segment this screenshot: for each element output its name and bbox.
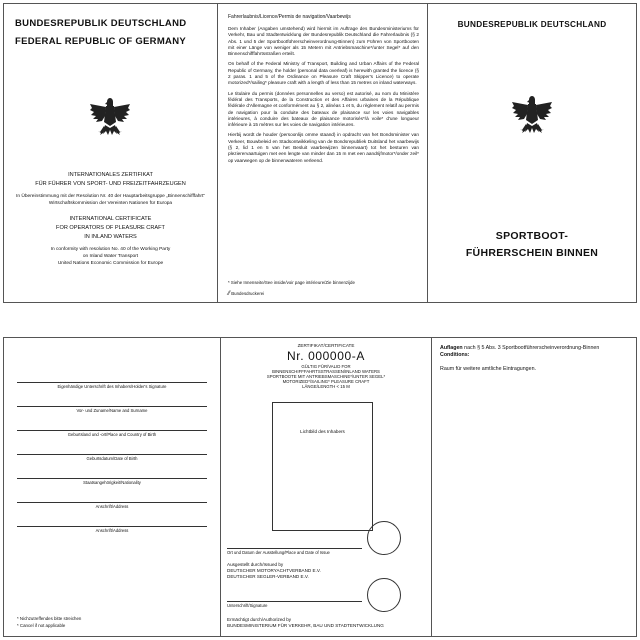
conditions-bold: Auflagen (440, 345, 463, 351)
valid-length: LÄNGE/LENGTH < 15 M (302, 384, 350, 389)
cert-title-en-1: INTERNATIONAL CERTIFICATE (69, 216, 152, 222)
official-seal-circle (367, 521, 401, 555)
resolution-de-1: In Übereinstimmung mit der Resolution Nr. 40 der Hauptarbeitsgruppe „Binnenschifffahrt“ (16, 194, 205, 199)
conditions-label: Conditions: (440, 351, 470, 358)
cover-title-2: FÜHRERSCHEIN BINNEN (465, 247, 599, 259)
valid-craft-en: MOTORIZED*/SAILING* PLEASURE CRAFT (282, 379, 370, 384)
license-outer-sheet (3, 3, 637, 303)
valid-for-label: GÜLTIG FÜR/VALID FOR (301, 364, 351, 369)
conditions-rest: nach § 5 Abs. 3 Sportbootführerscheinverordnung-Binnen (462, 345, 600, 351)
printer-name: Bundesdruckerei (231, 291, 265, 296)
birthdate-field[interactable]: Geburtsdatum/Date of Birth (17, 454, 207, 461)
printer-mark (228, 291, 264, 297)
issued-by-label: Ausgestellt durch/Issued by (227, 562, 284, 567)
license-inner-sheet (3, 337, 637, 637)
federal-eagle-icon (88, 92, 132, 140)
cert-title-de-1: INTERNATIONALES ZERTIFIKAT (68, 172, 153, 178)
licence-text-nl: Hierbij wordt de houder (persoonlijs omme staand) in opdracht van het Bondsminister van Verkeer, Bouwbeleid en Stadsontwikkeling van de Bondsrepubliek Duitsland het vaarbewijs (§ 2, lid 1 en 5 van het Besluit vaarbewijzen binnenvaart) tot het besturen van plezierervaartuigen met een lengte van minder dan 15 m met een aandrijfmotor*/onder zeil* op vaarwegen op de binnenwateren verleend. (228, 132, 419, 163)
name-field[interactable]: Vor- und Zuname/Name and Surname (17, 406, 207, 413)
cert-title-en-2: FOR OPERATORS OF PLEASURE CRAFT (56, 225, 165, 231)
federal-eagle-icon (510, 90, 554, 138)
holder-signature-field[interactable]: Eigenhändige Unterschrift des Inhabers/Holder's Signature (17, 382, 207, 389)
country-name-en: FEDERAL REPUBLIC OF GERMANY (15, 36, 187, 47)
issue-place-date-field[interactable]: Ort und Datum der Ausstellung/Place and Date of Issue (227, 548, 362, 555)
signature-field[interactable]: Unterschrift/Signature (227, 601, 362, 608)
photo-label: Lichtbild des Inhabers (300, 429, 345, 434)
resolution-en-1: In conformity with resolution No. 40 of the Working Party (50, 247, 171, 252)
panel-licence-text (218, 4, 427, 302)
resolution-de-2: Wirtschaftskommission der Vereinten Nationen für Europa (48, 201, 173, 206)
cert-title-de-2: FÜR FÜHRER VON SPORT- UND FREIZEITFAHRZEUGEN (35, 181, 186, 187)
valid-craft-de: SPORTBOOTE MIT ANTRIEBSMASCHINE*/UNTER SEGEL* (266, 374, 386, 379)
cert-title-en-3: IN INLAND WATERS (84, 234, 137, 240)
birthplace-field[interactable]: Geburtsland und -ort/Place and Country of Birth (17, 430, 207, 437)
panel-personal-data (4, 338, 220, 636)
licence-text-en: On behalf of the Federal Ministry of Transport, Building and Urban Affairs of the Federal Republic of Germany, the holder (personal data overleaf) is herewith granted the licence (§ 2 paras. 1 and 5 of the Ordinance on Pleasure Craft Skipper's Licence) to operate motorized*/sailing* pleasure craft with a length of less than 15 metres on inland waterways. (228, 61, 419, 86)
panel-front-left (4, 4, 217, 302)
licence-text-fr: Le titulaire du permis (données personnelles au verso) est autorisé, au nom du Ministère fédéral des Transports, de la Construction et des Affaires urbaines de la République fédérale d'Allemagne et conformément au § 2, alinéas 1 et 5, du règlement relatif au permis de navigation pour la conduite des bateaux de plaisance sur les voies navigables intérieures, à conduire des bateaux de plaisance motorisés*/à voile* d'une longueur inférieure à 15 mètres sur les voies de navigation intérieures. (228, 90, 419, 128)
resolution-en-3: United Nations Economic Commission for Europe (57, 261, 164, 266)
official-entries-text: Raum für weitere amtliche Eintragungen. (440, 365, 536, 372)
certificate-number: Nr. 000000-A (287, 349, 365, 363)
authorized-by-label: Ermächtigt durch/Authorized by (227, 617, 292, 622)
panel-certificate (221, 338, 431, 636)
cover-title-1: SPORTBOOT- (495, 230, 569, 242)
resolution-en-2: on Inland Water Transport (82, 254, 139, 259)
printer-logo-icon: ⁄⁄ (228, 291, 231, 297)
nationality-field[interactable]: Staatsangehörigkeit/Nationality (17, 478, 207, 485)
valid-inland-waters: BINNENSCHIFFFAHRTSSTRASSEN/INLAND WATERS (272, 369, 380, 374)
licence-header: Fahrerlaubnis/Licence/Permis de navigation/Vaarbewijs (228, 14, 351, 20)
panel-front-cover (428, 4, 636, 302)
footnote: * Siehe Innenseite/See inside/voir page intérieure/Zie binnenzijde (228, 280, 355, 285)
certificate-label: ZERTIFIKAT/CERTIFICATE (297, 343, 355, 348)
ministry-name: BUNDESMINISTERIUM FÜR VERKEHR, BAU UND STADTENTWICKLUNG (227, 623, 384, 628)
note-en: * Cancel if not applicable (17, 623, 66, 628)
holder-photo-box[interactable] (272, 402, 373, 531)
cover-country-name: BUNDESREPUBLIK DEUTSCHLAND (457, 20, 607, 29)
address-field-2[interactable]: Anschrift/Address (17, 526, 207, 533)
address-field-1[interactable]: Anschrift/Address (17, 502, 207, 509)
conditions-heading (440, 345, 630, 352)
issuer-2: DEUTSCHER SEGLER-VERBAND E.V. (227, 574, 309, 579)
licence-text-de: Dem Inhaber (Angaben umstehend) wird hiermit im Auftrage des Bundesministeriums für Verkehr, Bau und Stadtentwicklung der Bundesrepublik Deutschland die Fahrerlaubnis (§ 2 Abs. 1 und 5 der Sportbootführerscheinverordnung-Binnen) zum Führen von Sportbooten mit einer Länge von weniger als 15 Metern mit Antriebsmaschine*/unter Segel* auf den Binnenschifffahrtsstraßen erteilt. (228, 26, 419, 57)
note-de: * Nichzutreffendes bitte streichen (17, 616, 82, 621)
issuer-1: DEUTSCHER MOTORYACHTVERBAND E.V. (227, 568, 321, 573)
country-name-de: BUNDESREPUBLIK DEUTSCHLAND (15, 18, 187, 29)
official-seal-circle (367, 578, 401, 612)
panel-conditions (432, 338, 636, 636)
